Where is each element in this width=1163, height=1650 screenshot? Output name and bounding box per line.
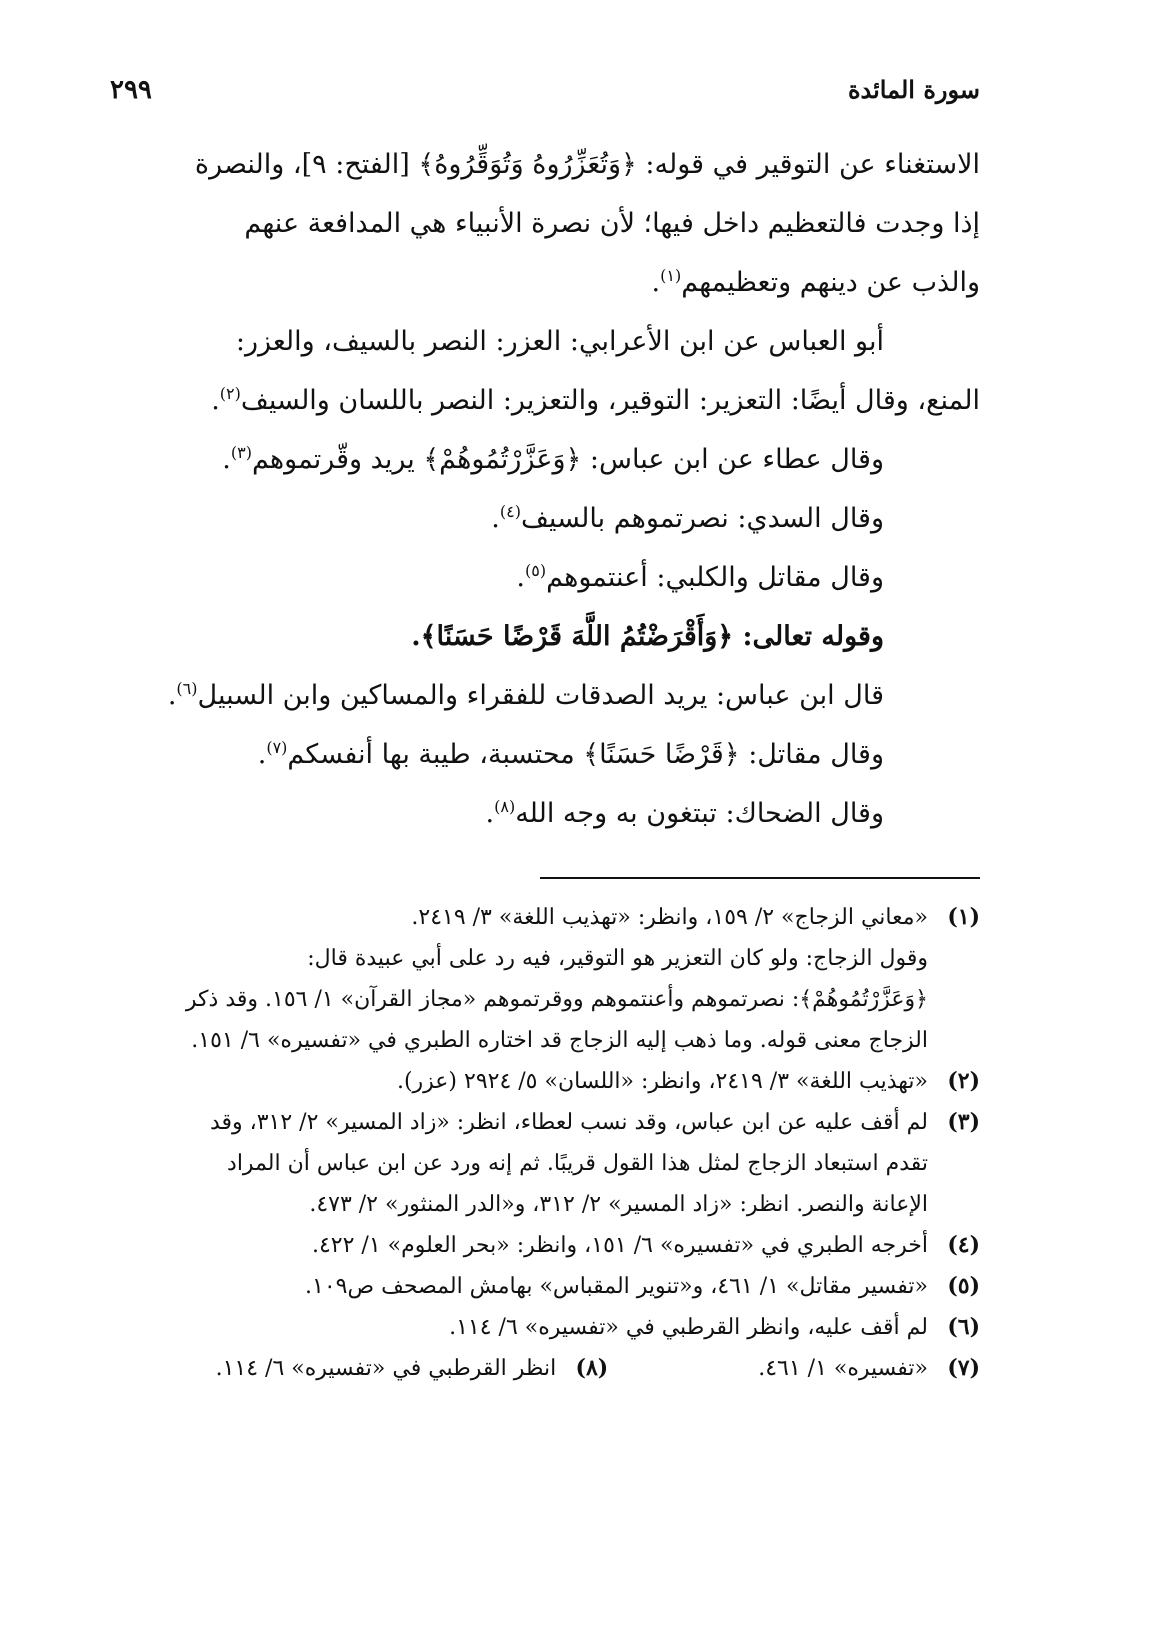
text-line: وقال السدي: نصرتموهم بالسيف$^{(٤)}$. [491,502,884,534]
footnote-5 [110,1266,980,1307]
footnote-number: (٢) [947,1068,980,1094]
footnote-ref: (٨) [494,797,516,816]
footnote-ref: (٧) [266,738,288,757]
footnote-6 [110,1307,980,1348]
footnote-number: (٦) [947,1314,980,1340]
text-line: وقال الضحاك: تبتغون به وجه الله$^{(٨)}$. [485,797,884,829]
text-line: قال ابن عباس: يريد الصدقات للفقراء والمساكين وابن السبيل$^{(٦)}$. [167,679,884,711]
page-header [110,75,980,135]
footnote-number: (٨) [575,1355,609,1381]
footnote-ref: (٢) [219,384,241,403]
footnote-ref: (٥) [525,561,547,580]
footnote-pair [110,1348,980,1389]
footnote-number: (٥) [947,1273,980,1299]
footnote-line: تقدم استبعاد الزجاج لمثل هذا القول قريبًا. ثم إنه ورد عن ابن عباس أن المراد [227,1151,928,1176]
footnote-text: «تفسير مقاتل» ١/ ٤٦١، و«تنوير المقباس» بهامش المصحف ص١٠٩. [305,1274,928,1299]
text-line: وقال عطاء عن ابن عباس: ﴿وَعَزَّرْتُمُوهُمْ﴾ يريد وقّرتموهم$^{(٣)}$. [222,443,884,475]
footnote-7 [758,1348,980,1389]
footnote-divider [540,877,980,879]
footnote-line: لم أقف عليه عن ابن عباس، وقد نسب لعطاء، انظر: «زاد المسير» ٢/ ٣١٢، وقد [209,1110,928,1135]
footnote-number: (٧) [947,1355,980,1381]
text-line: المنع، وقال أيضًا: التعزير: التوقير، والتعزير: النصر باللسان والسيف$^{(٢)}$. [211,384,980,416]
footnote-line: ﴿وَعَزَّرْتُمُوهُمْ﴾: نصرتموهم وأعنتموهم ووقرتموهم «مجاز القرآن» ١/ ١٥٦. وقد ذكر [185,987,928,1012]
footnote-number: (٤) [947,1232,980,1258]
footnote-line: وقول الزجاج: ولو كان التعزير هو التوقير، فيه رد على أبي عبيدة قال: [307,946,928,971]
footnote-number: (٣) [947,1109,980,1135]
footnote-8 [216,1348,609,1389]
book-page [110,75,980,1389]
footnote-text: انظر القرطبي في «تفسيره» ٦/ ١١٤. [215,1356,557,1381]
footnote-ref: (٣) [230,443,252,462]
text-line: وقال مقاتل والكلبي: أعنتموهم$^{(٥)}$. [516,561,884,593]
footnote-line: الإعانة والنصر. انظر: «زاد المسير» ٢/ ٣١٢، و«الدر المنثور» ٢/ ٤٧٣. [309,1192,928,1217]
footnote-line: الزجاج معنى قوله. وما ذهب إليه الزجاج قد اختاره الطبري في «تفسيره» ٦/ ١٥١. [191,1028,928,1053]
footnote-2 [110,1061,980,1102]
footnote-1 [110,897,980,1061]
text-line: والذب عن دينهم وتعظيمهم$^{(١)}$. [651,266,980,298]
footnote-line: «معاني الزجاج» ٢/ ١٥٩، وانظر: «تهذيب اللغة» ٣/ ٢٤١٩. [411,905,928,930]
footnote-text: «تفسيره» ١/ ٤٦١. [758,1356,928,1381]
text-line: وقوله تعالى: ﴿وَأَقْرَضْتُمُ اللَّهَ قَرْضًا حَسَنًا﴾. [411,621,884,652]
footnote-3 [110,1102,980,1225]
footnotes [110,897,980,1389]
main-text [110,135,980,843]
text-line: إذا وجدت فالتعظيم داخل فيها؛ لأن نصرة الأنبياء هي المدافعة عنهم [244,208,980,239]
footnote-number: (١) [947,904,980,930]
footnote-text: لم أقف عليه، وانظر القرطبي في «تفسيره» ٦/ ١١٤. [449,1315,928,1340]
page-number: ٢٩٩ [110,75,152,105]
footnote-ref: (٦) [176,679,198,698]
footnote-4 [110,1225,980,1266]
footnote-ref: (٤) [499,502,521,521]
text-line: الاستغناء عن التوقير في قوله: ﴿وَتُعَزِّرُوهُ وَتُوَقِّرُوهُ﴾ [الفتح: ٩]، والنصرة [194,149,980,180]
footnote-text: أخرجه الطبري في «تفسيره» ٦/ ١٥١، وانظر: «بحر العلوم» ١/ ٤٢٢. [311,1233,928,1258]
footnote-text: «تهذيب اللغة» ٣/ ٢٤١٩، وانظر: «اللسان» ٥/ ٢٩٢٤ (عزر). [396,1069,928,1094]
text-line: أبو العباس عن ابن الأعرابي: العزر: النصر بالسيف، والعزر: [235,326,884,357]
surah-title: سورة المائدة [847,75,980,104]
text-line: وقال مقاتل: ﴿قَرْضًا حَسَنًا﴾ محتسبة، طيبة بها أنفسكم$^{(٧)}$. [257,738,884,770]
footnote-ref: (١) [660,266,682,285]
